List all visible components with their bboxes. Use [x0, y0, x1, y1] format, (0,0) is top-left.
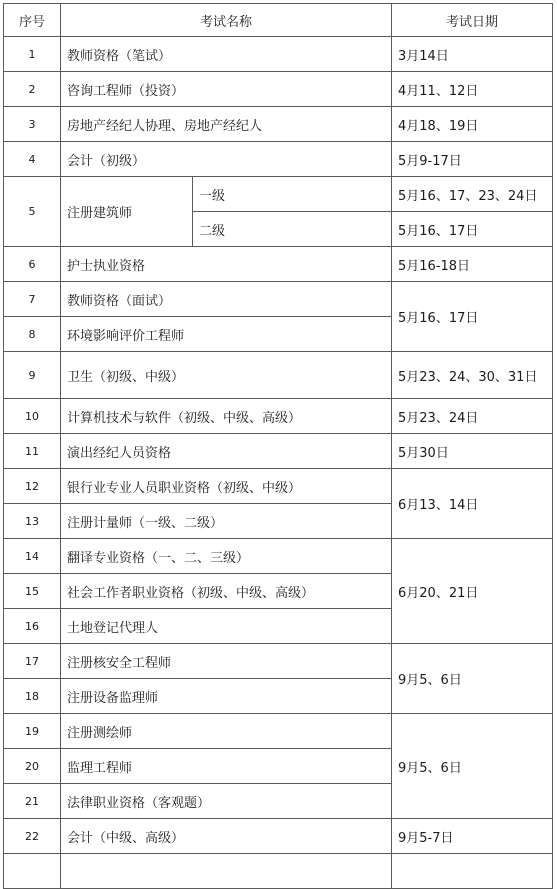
table-row	[4, 107, 553, 142]
row-num: 7	[4, 282, 61, 317]
row-exam-level: 二级	[193, 212, 392, 247]
exam-schedule-table	[3, 3, 553, 889]
row-num: 5	[4, 177, 61, 247]
table-row	[4, 72, 553, 107]
table-row	[4, 819, 553, 854]
row-exam-name: 银行业专业人员职业资格（初级、中级）	[61, 469, 392, 504]
row-exam-level: 一级	[193, 177, 392, 212]
row-exam-date: 9月5-7日	[392, 819, 553, 854]
row-num: 20	[4, 749, 61, 784]
table-row	[4, 352, 553, 399]
row-exam-name: 环境影响评价工程师	[61, 317, 392, 352]
table-row	[4, 469, 553, 504]
row-exam-name: 翻译专业资格（一、二、三级）	[61, 539, 392, 574]
row-num: 9	[4, 352, 61, 399]
row-exam-name: 护士执业资格	[61, 247, 392, 282]
row-exam-name: 房地产经纪人协理、房地产经纪人	[61, 107, 392, 142]
row-exam-name: 演出经纪人员资格	[61, 434, 392, 469]
row-exam-name: 社会工作者职业资格（初级、中级、高级）	[61, 574, 392, 609]
table-row	[4, 142, 553, 177]
row-exam-date: 5月16-18日	[392, 247, 553, 282]
row-exam-name: 会计（初级）	[61, 142, 392, 177]
table-row	[4, 714, 553, 749]
table-row	[4, 399, 553, 434]
row-exam-name: 土地登记代理人	[61, 609, 392, 644]
row-exam-date: 4月18、19日	[392, 107, 553, 142]
row-exam-date: 5月9-17日	[392, 142, 553, 177]
row-exam-date: 9月5、6日	[392, 714, 553, 819]
row-exam-name: 法律职业资格（客观题）	[61, 784, 392, 819]
row-exam-name: 注册建筑师	[61, 177, 193, 247]
row-exam-name: 计算机技术与软件（初级、中级、高级）	[61, 399, 392, 434]
row-num: 15	[4, 574, 61, 609]
row-num: 19	[4, 714, 61, 749]
row-exam-date: 5月23、24、30、31日	[392, 352, 553, 399]
row-num: 17	[4, 644, 61, 679]
row-exam-name: 卫生（初级、中级）	[61, 352, 392, 399]
row-exam-name: 教师资格（面试）	[61, 282, 392, 317]
table-row	[4, 37, 553, 72]
row-exam-name: 教师资格（笔试）	[61, 37, 392, 72]
row-num: 21	[4, 784, 61, 819]
row-num: 11	[4, 434, 61, 469]
row-exam-date: 5月16、17、23、24日	[392, 177, 553, 212]
table-row	[4, 539, 553, 574]
row-num: 18	[4, 679, 61, 714]
row-exam-name: 注册核安全工程师	[61, 644, 392, 679]
row-num: 10	[4, 399, 61, 434]
row-num: 13	[4, 504, 61, 539]
row-exam-name: 监理工程师	[61, 749, 392, 784]
row-exam-name: 咨询工程师（投资）	[61, 72, 392, 107]
row-exam-date: 5月16、17日	[392, 282, 553, 352]
row-exam-date: 5月30日	[392, 434, 553, 469]
row-num: 22	[4, 819, 61, 854]
row-exam-date: 3月14日	[392, 37, 553, 72]
table-header-row	[4, 4, 553, 37]
row-num: 16	[4, 609, 61, 644]
header-date: 考试日期	[392, 4, 553, 37]
row-exam-name: 注册测绘师	[61, 714, 392, 749]
row-exam-date: 9月5、6日	[392, 644, 553, 714]
table-row	[4, 282, 553, 317]
row-num: 3	[4, 107, 61, 142]
row-exam-name: 注册设备监理师	[61, 679, 392, 714]
row-exam-date: 6月20、21日	[392, 539, 553, 644]
row-exam-date: 6月13、14日	[392, 469, 553, 539]
row-num: 8	[4, 317, 61, 352]
row-exam-name: 会计（中级、高级）	[61, 819, 392, 854]
row-exam-date: 5月16、17日	[392, 212, 553, 247]
row-num: 4	[4, 142, 61, 177]
table-row	[4, 247, 553, 282]
row-exam-date: 4月11、12日	[392, 72, 553, 107]
table-row	[4, 644, 553, 679]
row-num: 2	[4, 72, 61, 107]
header-name: 考试名称	[61, 4, 392, 37]
row-exam-name: 注册计量师（一级、二级）	[61, 504, 392, 539]
table-row	[4, 434, 553, 469]
row-num: 12	[4, 469, 61, 504]
table-row	[4, 177, 553, 212]
row-num: 6	[4, 247, 61, 282]
row-num: 1	[4, 37, 61, 72]
header-num: 序号	[4, 4, 61, 37]
row-num: 14	[4, 539, 61, 574]
row-exam-date: 5月23、24日	[392, 399, 553, 434]
